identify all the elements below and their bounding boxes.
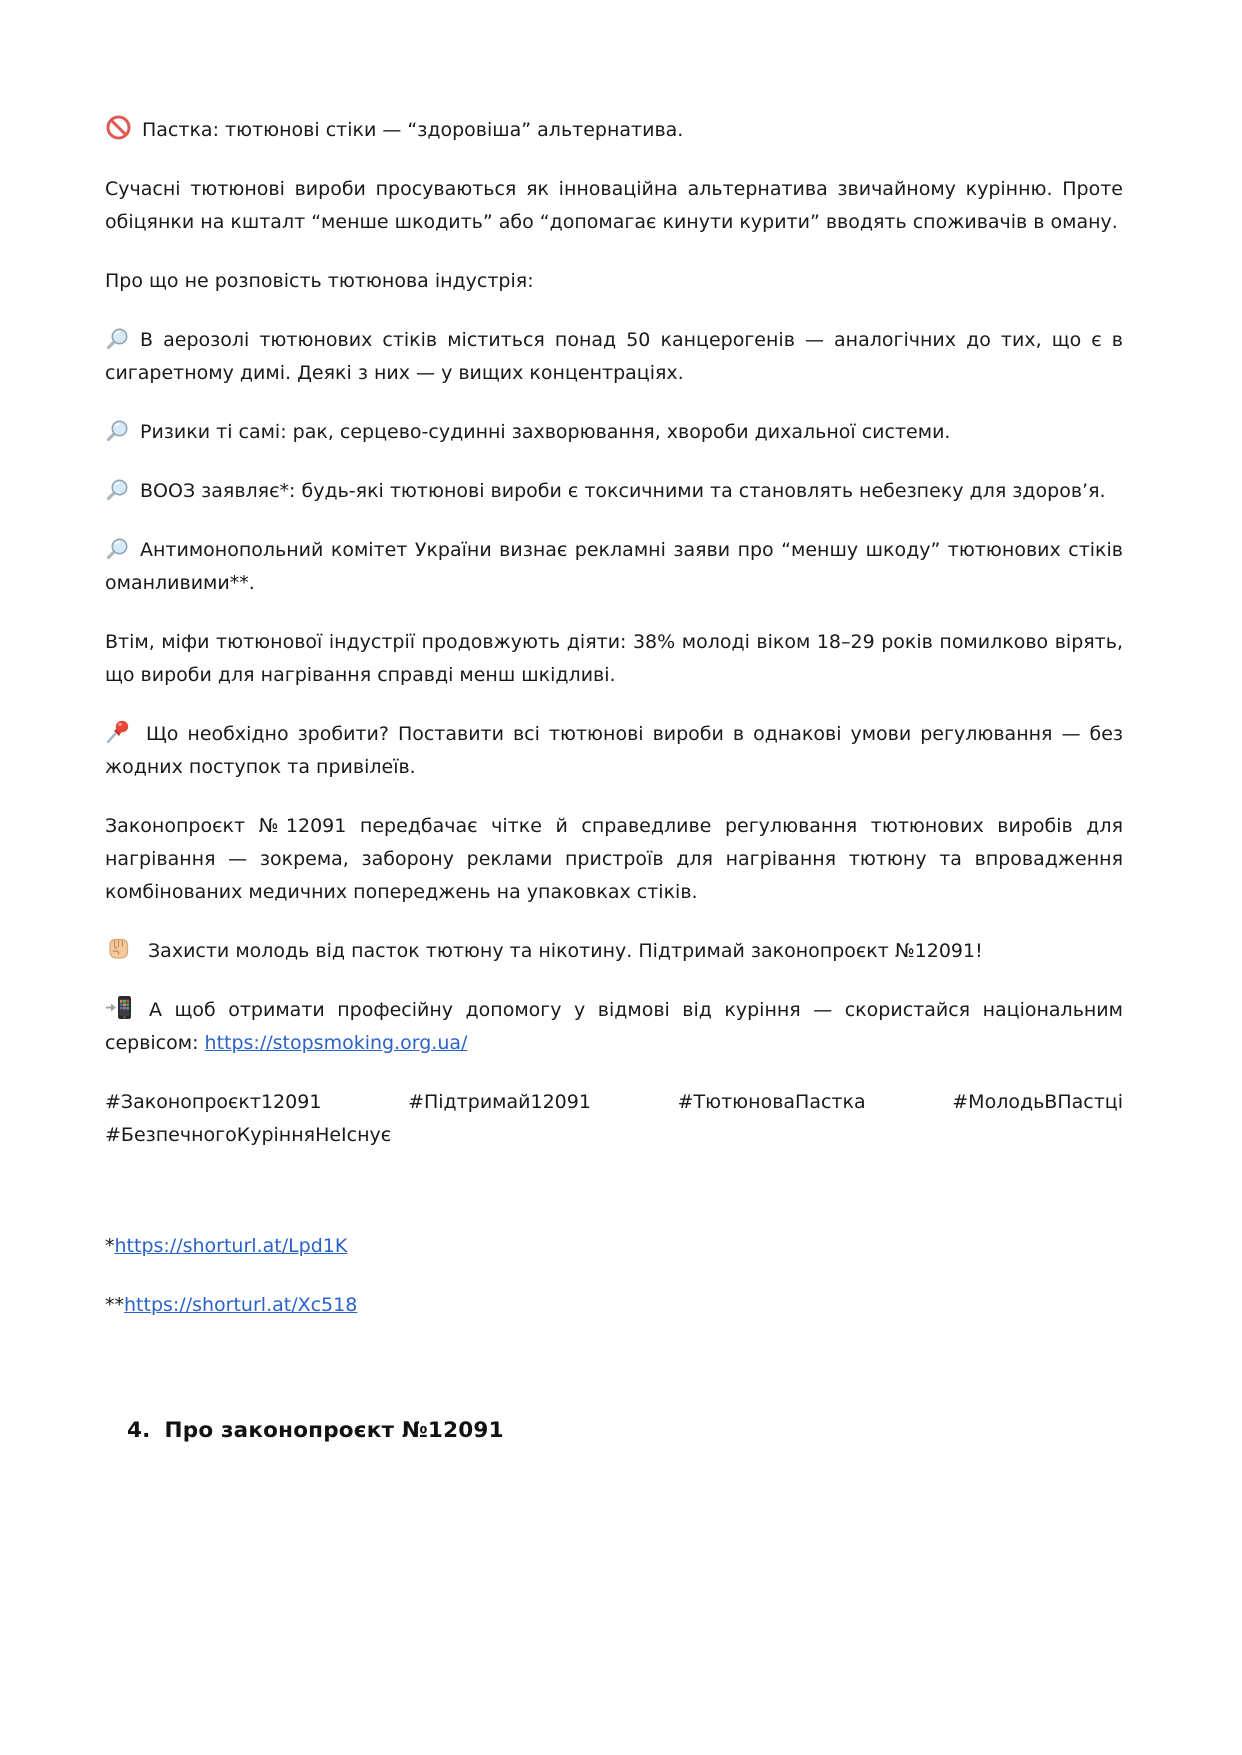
hashtag: #МолодьВПастці bbox=[952, 1091, 1123, 1113]
bill-paragraph: Законопроєкт №12091 передбачає чітке й справедливе регулювання тютюнових виробів для нагрівання — зокрема, заборону реклами пристроїв для нагрівання тютюну та впровадження комбінованих медичних попереджень на упаковках стіків. bbox=[105, 815, 1123, 903]
fist-icon bbox=[105, 935, 132, 962]
footnote-marker: ** bbox=[105, 1294, 124, 1316]
hashtag: #Підтримай12091 bbox=[408, 1091, 591, 1113]
hashtag-row bbox=[105, 1086, 1123, 1119]
hashtag: #Законопроєкт12091 bbox=[105, 1091, 322, 1113]
cta-text: Захисти молодь від пасток тютюну та нікотину. Підтримай законопроєкт №12091! bbox=[148, 940, 983, 962]
footnote-2 bbox=[105, 1289, 1123, 1322]
intro-paragraph: Сучасні тютюнові вироби просуваються як інноваційна альтернатива звичайному курінню. Проте обіцянки на кшталт “менше шкодить” або “допомагає кинути курити” вводять споживачів в оману. bbox=[105, 178, 1123, 233]
hashtag: #ТютюноваПастка bbox=[677, 1091, 866, 1113]
fact-item bbox=[105, 324, 1123, 390]
fact-text: ВООЗ заявляє*: будь-які тютюнові вироби є токсичними та становлять небезпеку для здоров’я. bbox=[140, 480, 1106, 502]
fact-item bbox=[105, 475, 1123, 508]
magnifier-icon bbox=[105, 536, 130, 561]
title-paragraph bbox=[105, 114, 1123, 147]
fact-item bbox=[105, 534, 1123, 600]
footnote-link-2[interactable]: https://shorturl.at/Xc518 bbox=[124, 1294, 358, 1316]
prohibited-icon bbox=[105, 114, 132, 141]
section-number: 4. bbox=[127, 1418, 151, 1443]
magnifier-icon bbox=[105, 477, 130, 502]
footnote-marker: * bbox=[105, 1235, 115, 1257]
magnifier-icon bbox=[105, 326, 130, 351]
magnifier-icon bbox=[105, 418, 130, 443]
fact-text: Антимонопольний комітет України визнає рекламні заяви про “меншу шкоду” тютюнових стіків оманливими**. bbox=[105, 539, 1123, 594]
help-paragraph bbox=[105, 994, 1123, 1060]
todo-paragraph bbox=[105, 718, 1123, 784]
footnote-link-1[interactable]: https://shorturl.at/Lpd1K bbox=[114, 1235, 348, 1257]
stopsmoking-link[interactable]: https://stopsmoking.org.ua/ bbox=[204, 1032, 468, 1054]
title-text: Пастка: тютюнові стіки — “здоровіша” альтернатива. bbox=[142, 119, 684, 141]
footnote-1 bbox=[105, 1230, 1123, 1263]
todo-text: Що необхідно зробити? Поставити всі тютюнові вироби в однакові умови регулювання — без жодних поступок та привілеїв. bbox=[105, 723, 1123, 778]
hashtag-row-2: #БезпечногоКурінняНеІснує bbox=[105, 1124, 392, 1146]
fact-text: Ризики ті самі: рак, серцево-судинні захворювання, хвороби дихальної системи. bbox=[140, 421, 951, 443]
phone-arrow-icon bbox=[105, 994, 135, 1021]
list-lead: Про що не розповість тютюнова індустрія: bbox=[105, 270, 534, 292]
fact-item bbox=[105, 416, 1123, 449]
fact-text: В аерозолі тютюнових стіків міститься понад 50 канцерогенів — аналогічних до тих, що є в сигаретному димі. Деякі з них — у вищих концентраціях. bbox=[105, 329, 1123, 384]
section-heading bbox=[127, 1418, 1123, 1443]
pushpin-icon bbox=[105, 718, 132, 745]
section-title: Про законопроєкт №12091 bbox=[164, 1418, 504, 1443]
cta-paragraph bbox=[105, 935, 1123, 968]
myth-paragraph: Втім, міфи тютюнової індустрії продовжують діяти: 38% молоді віком 18–29 років помилково вірять, що вироби для нагрівання справді менш шкідливі. bbox=[105, 631, 1123, 686]
help-text: А щоб отримати професійну допомогу у відмові від куріння — скористайся національним сервісом: bbox=[105, 999, 1123, 1054]
